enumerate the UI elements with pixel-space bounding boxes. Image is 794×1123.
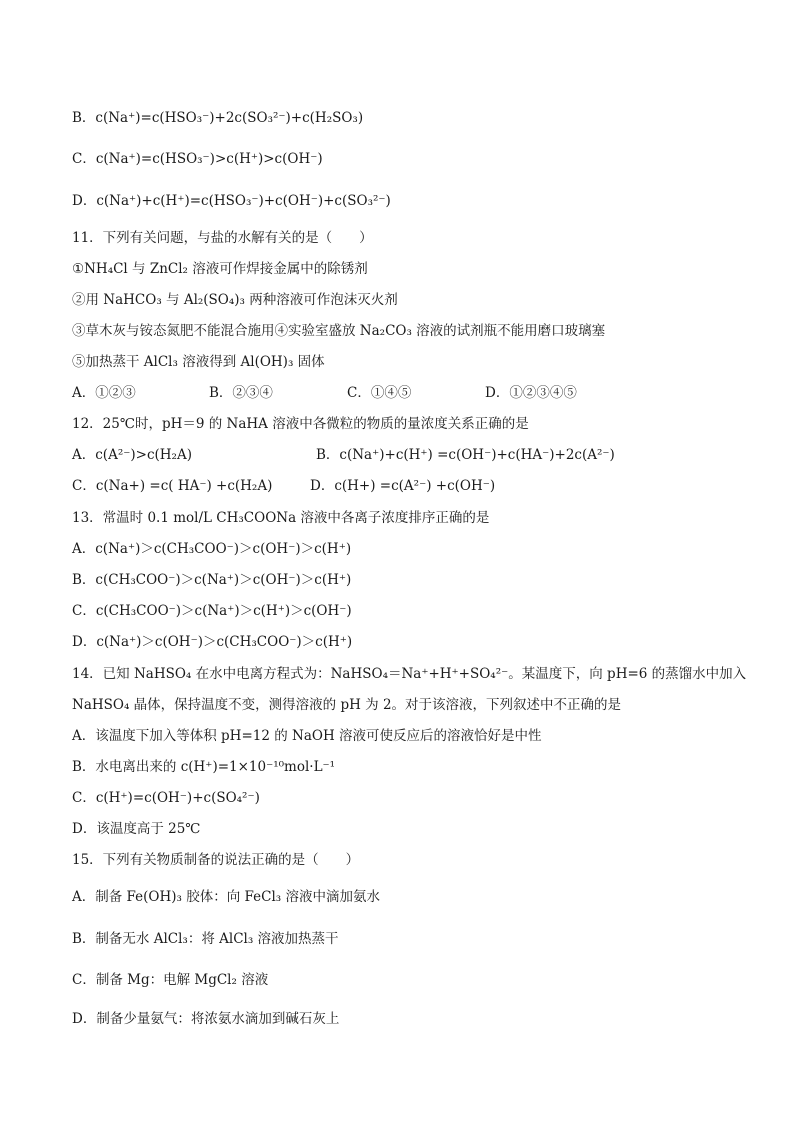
q13-option-d: D．c(Na⁺)＞c(OH⁻)＞c(CH₃COO⁻)＞c(H⁺) xyxy=(72,634,353,650)
q11-option-d: D．①②③④⑤ xyxy=(485,385,577,401)
q12-option-d: D．c(H+) =c(A²⁻) +c(OH⁻) xyxy=(310,478,496,494)
q12-option-a: A．c(A²⁻)>c(H₂A) xyxy=(72,447,192,463)
q15-option-d: D．制备少量氨气：将浓氨水滴加到碱石灰上 xyxy=(72,1011,340,1027)
question-15: 15．下列有关物质制备的说法正确的是（ ） xyxy=(72,852,360,868)
q14-option-a: A．该温度下加入等体积 pH=12 的 NaOH 溶液可使反应后的溶液恰好是中性 xyxy=(72,728,542,744)
q11-option-a: A．①②③ xyxy=(72,385,136,401)
q14-option-b: B．水电离出来的 c(H⁺)=1×10⁻¹⁰mol·L⁻¹ xyxy=(72,759,336,775)
question-13: 13．常温时 0.1 mol/L CH₃COONa 溶液中各离子浓度排序正确的是 xyxy=(72,510,490,526)
q13-option-b: B．c(CH₃COO⁻)＞c(Na⁺)＞c(OH⁻)＞c(H⁺) xyxy=(72,572,352,588)
option-d-previous: D．c(Na⁺)+c(H⁺)=c(HSO₃⁻)+c(OH⁻)+c(SO₃²⁻) xyxy=(72,193,391,209)
q11-option-c: C．①④⑤ xyxy=(347,385,412,401)
question-14-line-2: NaHSO₄ 晶体，保持温度不变，测得溶液的 pH 为 2。对于该溶液，下列叙述中不正确的是 xyxy=(72,697,622,713)
option-c-previous: C．c(Na⁺)=c(HSO₃⁻)>c(H⁺)>c(OH⁻) xyxy=(72,151,323,167)
q14-option-d: D．该温度高于 25℃ xyxy=(72,821,201,837)
q11-statement-2: ②用 NaHCO₃ 与 Al₂(SO₄)₃ 两种溶液可作泡沫灭火剂 xyxy=(72,292,398,308)
q14-option-c: C．c(H⁺)=c(OH⁻)+c(SO₄²⁻) xyxy=(72,790,260,806)
q11-statement-3-4: ③草木灰与铵态氮肥不能混合施用④实验室盛放 Na₂CO₃ 溶液的试剂瓶不能用磨口玻璃塞 xyxy=(72,323,606,339)
q13-option-c: C．c(CH₃COO⁻)＞c(Na⁺)＞c(H⁺)＞c(OH⁻) xyxy=(72,603,352,619)
q11-statement-5: ⑤加热蒸干 AlCl₃ 溶液得到 Al(OH)₃ 固体 xyxy=(72,354,325,370)
q11-statement-1: ①NH₄Cl 与 ZnCl₂ 溶液可作焊接金属中的除锈剂 xyxy=(72,261,368,277)
q15-option-a: A．制备 Fe(OH)₃ 胶体：向 FeCl₃ 溶液中滴加氨水 xyxy=(72,889,380,905)
q12-option-b: B．c(Na⁺)+c(H⁺) =c(OH⁻)+c(HA⁻)+2c(A²⁻) xyxy=(316,447,615,463)
question-14-line-1: 14．已知 NaHSO₄ 在水中电离方程式为：NaHSO₄＝Na⁺+H⁺+SO₄²⁻。某温度下，向 pH=6 的蒸馏水中加入 xyxy=(72,666,747,682)
q15-option-b: B．制备无水 AlCl₃：将 AlCl₃ 溶液加热蒸干 xyxy=(72,931,339,947)
option-b-previous: B．c(Na⁺)=c(HSO₃⁻)+2c(SO₃²⁻)+c(H₂SO₃) xyxy=(72,110,364,126)
q15-option-c: C．制备 Mg：电解 MgCl₂ 溶液 xyxy=(72,972,269,988)
q13-option-a: A．c(Na⁺)＞c(CH₃COO⁻)＞c(OH⁻)＞c(H⁺) xyxy=(72,541,352,557)
q11-option-b: B．②③④ xyxy=(209,385,273,401)
q12-option-c: C．c(Na+) =c( HA⁻) +c(H₂A) xyxy=(72,478,273,494)
question-12: 12．25℃时，pH＝9 的 NaHA 溶液中各微粒的物质的量浓度关系正确的是 xyxy=(72,416,529,432)
question-11: 11．下列有关问题，与盐的水解有关的是（ ） xyxy=(72,230,373,246)
